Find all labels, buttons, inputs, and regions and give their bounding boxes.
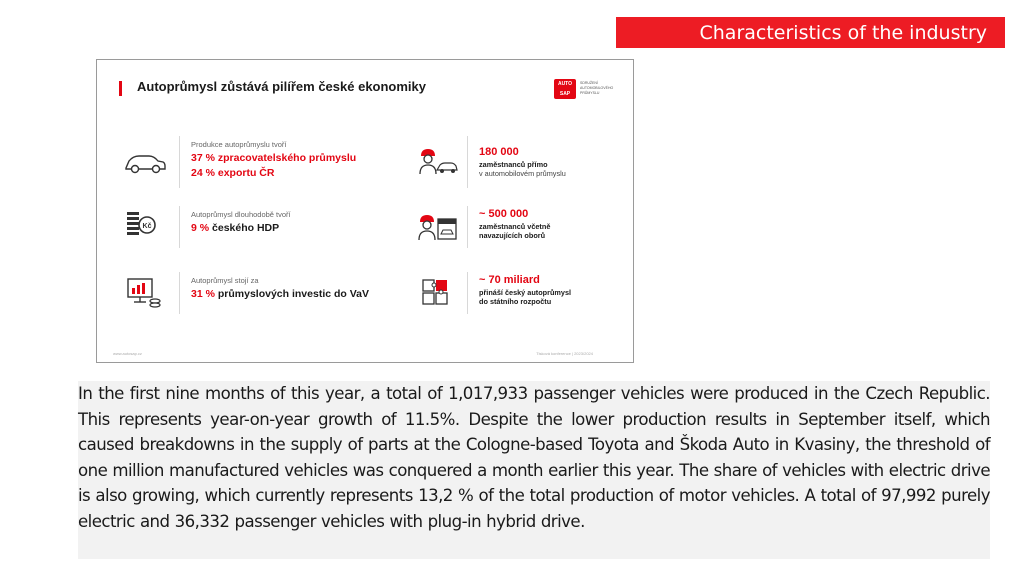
fact-desc: zaměstnanců přímo — [479, 160, 548, 169]
fact-desc: navazujících oborů — [479, 231, 546, 240]
fact-desc: zaměstnanců včetně — [479, 222, 551, 231]
fact-gdp — [123, 206, 383, 248]
body-paragraph: In the first nine months of this year, a total of 1,017,933 passenger vehicles were produced in the Czech Republic. This represents year-on-year growth of 11.5%. Despite the lower production results in September itself, which caused breakdowns in the supply of parts at the Cologne-based Toyota and Škoda Auto in Kvasiny, the threshold of one million manufactured vehicles was conquered a month earlier this year. The share of vehicles with electric drive is also growing, which currently represents 13,2 % of the total production of motor vehicles. A total of 97,992 purely electric and 36,332 passenger vehicles with plug-in hybrid drive. — [78, 381, 990, 559]
svg-text:Kč: Kč — [142, 223, 152, 230]
fact-employees-direct — [415, 136, 625, 188]
section-header-title: Characteristics of the industry — [699, 21, 987, 44]
logo-text: SDRUŽENÍ AUTOMOBILOVÉHO PRŮMYSLU — [580, 81, 614, 95]
car-icon — [123, 148, 167, 178]
fact-production — [123, 136, 383, 188]
fact-intro: Autoprůmysl dlouhodobě tvoří — [191, 210, 291, 219]
fact-value: ~ 500 000 — [479, 208, 529, 220]
slide-title: Autoprůmysl zůstává pilířem české ekonomiky — [137, 79, 426, 94]
fact-employees-total — [415, 206, 625, 248]
fact-intro: Produkce autoprůmyslu tvoří — [191, 140, 287, 149]
title-accent-bar — [119, 81, 122, 96]
fact-desc: do státního rozpočtu — [479, 297, 552, 306]
fact-line: 31 % průmyslových investic do VaV — [191, 288, 370, 300]
fact-desc: v automobilovém průmyslu — [479, 169, 566, 178]
fact-rnd — [123, 272, 383, 314]
fact-line: 9 % českého HDP — [191, 222, 280, 234]
slide-footer-right: Tisková konference | 2023/2024 — [536, 351, 593, 356]
fact-value: ~ 70 miliard — [479, 274, 540, 286]
worker-car-icon — [415, 144, 459, 178]
research-monitor-icon — [123, 274, 163, 310]
fact-intro: Autoprůmysl stojí za — [191, 276, 259, 285]
worker-screen-icon — [415, 210, 459, 244]
autosap-logo-icon: AUTO SAP — [554, 79, 576, 99]
fact-line: 24 % exportu ČR — [191, 167, 275, 179]
infographic-slide — [96, 59, 634, 363]
fact-line: 37 % zpracovatelského průmyslu — [191, 152, 357, 164]
slide-footer-left: www.autosap.cz — [113, 351, 142, 356]
puzzle-icon — [415, 274, 459, 310]
coins-icon — [123, 208, 163, 242]
fact-desc: přináší český autoprůmysl — [479, 288, 572, 297]
section-header — [616, 17, 1005, 48]
fact-state-budget — [415, 272, 625, 314]
fact-value: 180 000 — [479, 146, 519, 158]
